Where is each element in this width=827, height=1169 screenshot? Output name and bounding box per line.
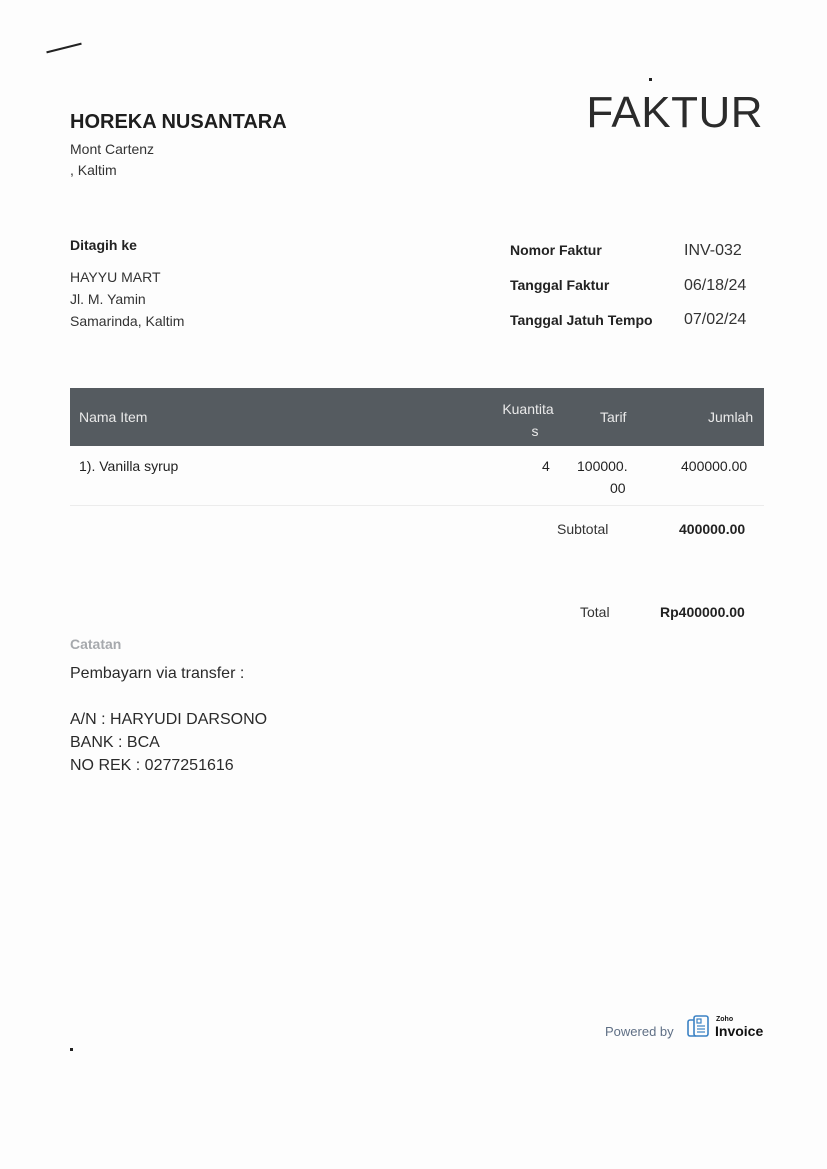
note-line: A/N : HARYUDI DARSONO	[70, 711, 268, 728]
note-line: NO REK : 0277251616	[70, 757, 234, 774]
notes-label: Catatan	[70, 636, 122, 652]
due-date-value: 07/02/24	[684, 311, 747, 328]
bill-to-label: Ditagih ke	[70, 237, 137, 253]
item-rate-line1: 100000.	[577, 458, 628, 474]
company-address-line1: Mont Cartenz	[70, 141, 155, 157]
invoice-number-value: INV-032	[684, 242, 742, 259]
subtotal-value: 400000.00	[679, 521, 746, 537]
bill-to-line: HAYYU MART	[70, 269, 161, 285]
header-rate: Tarif	[600, 409, 627, 425]
bill-to-line: Jl. M. Yamin	[70, 291, 146, 307]
header-quantity	[496, 398, 560, 442]
item-quantity: 4	[542, 458, 550, 474]
total-label: Total	[580, 604, 610, 620]
items-table-header	[70, 388, 764, 446]
header-quantity-line2: s	[531, 423, 539, 439]
invoice-number-label: Nomor Faktur	[510, 242, 602, 258]
bill-to-line: Samarinda, Kaltim	[70, 313, 185, 329]
invoice-date-label: Tanggal Faktur	[510, 277, 610, 293]
scan-dot	[649, 78, 652, 81]
brand-big-text: Invoice	[715, 1023, 764, 1039]
due-date-label: Tanggal Jatuh Tempo	[510, 312, 653, 328]
document-title: FAKTUR	[586, 88, 763, 137]
note-line: Pembayarn via transfer :	[70, 665, 245, 682]
brand-small-text: Zoho	[716, 1016, 734, 1023]
invoice-date-value: 06/18/24	[684, 277, 747, 294]
powered-by-text: Powered by	[605, 1024, 674, 1039]
header-quantity-line1: Kuantita	[502, 401, 554, 417]
total-value: Rp400000.00	[660, 604, 745, 620]
item-name: 1). Vanilla syrup	[79, 458, 179, 474]
row-divider	[70, 505, 764, 506]
company-name: HOREKA NUSANTARA	[70, 111, 287, 133]
item-amount: 400000.00	[681, 458, 748, 474]
zoho-invoice-icon	[686, 1014, 712, 1040]
note-line: BANK : BCA	[70, 734, 160, 751]
header-amount: Jumlah	[708, 409, 754, 425]
company-address-line2: , Kaltim	[70, 162, 117, 178]
item-rate-line2: 00	[610, 480, 626, 496]
scan-mark	[46, 43, 81, 54]
scan-dot	[70, 1048, 73, 1051]
subtotal-label: Subtotal	[557, 521, 609, 537]
header-item: Nama Item	[79, 409, 148, 425]
